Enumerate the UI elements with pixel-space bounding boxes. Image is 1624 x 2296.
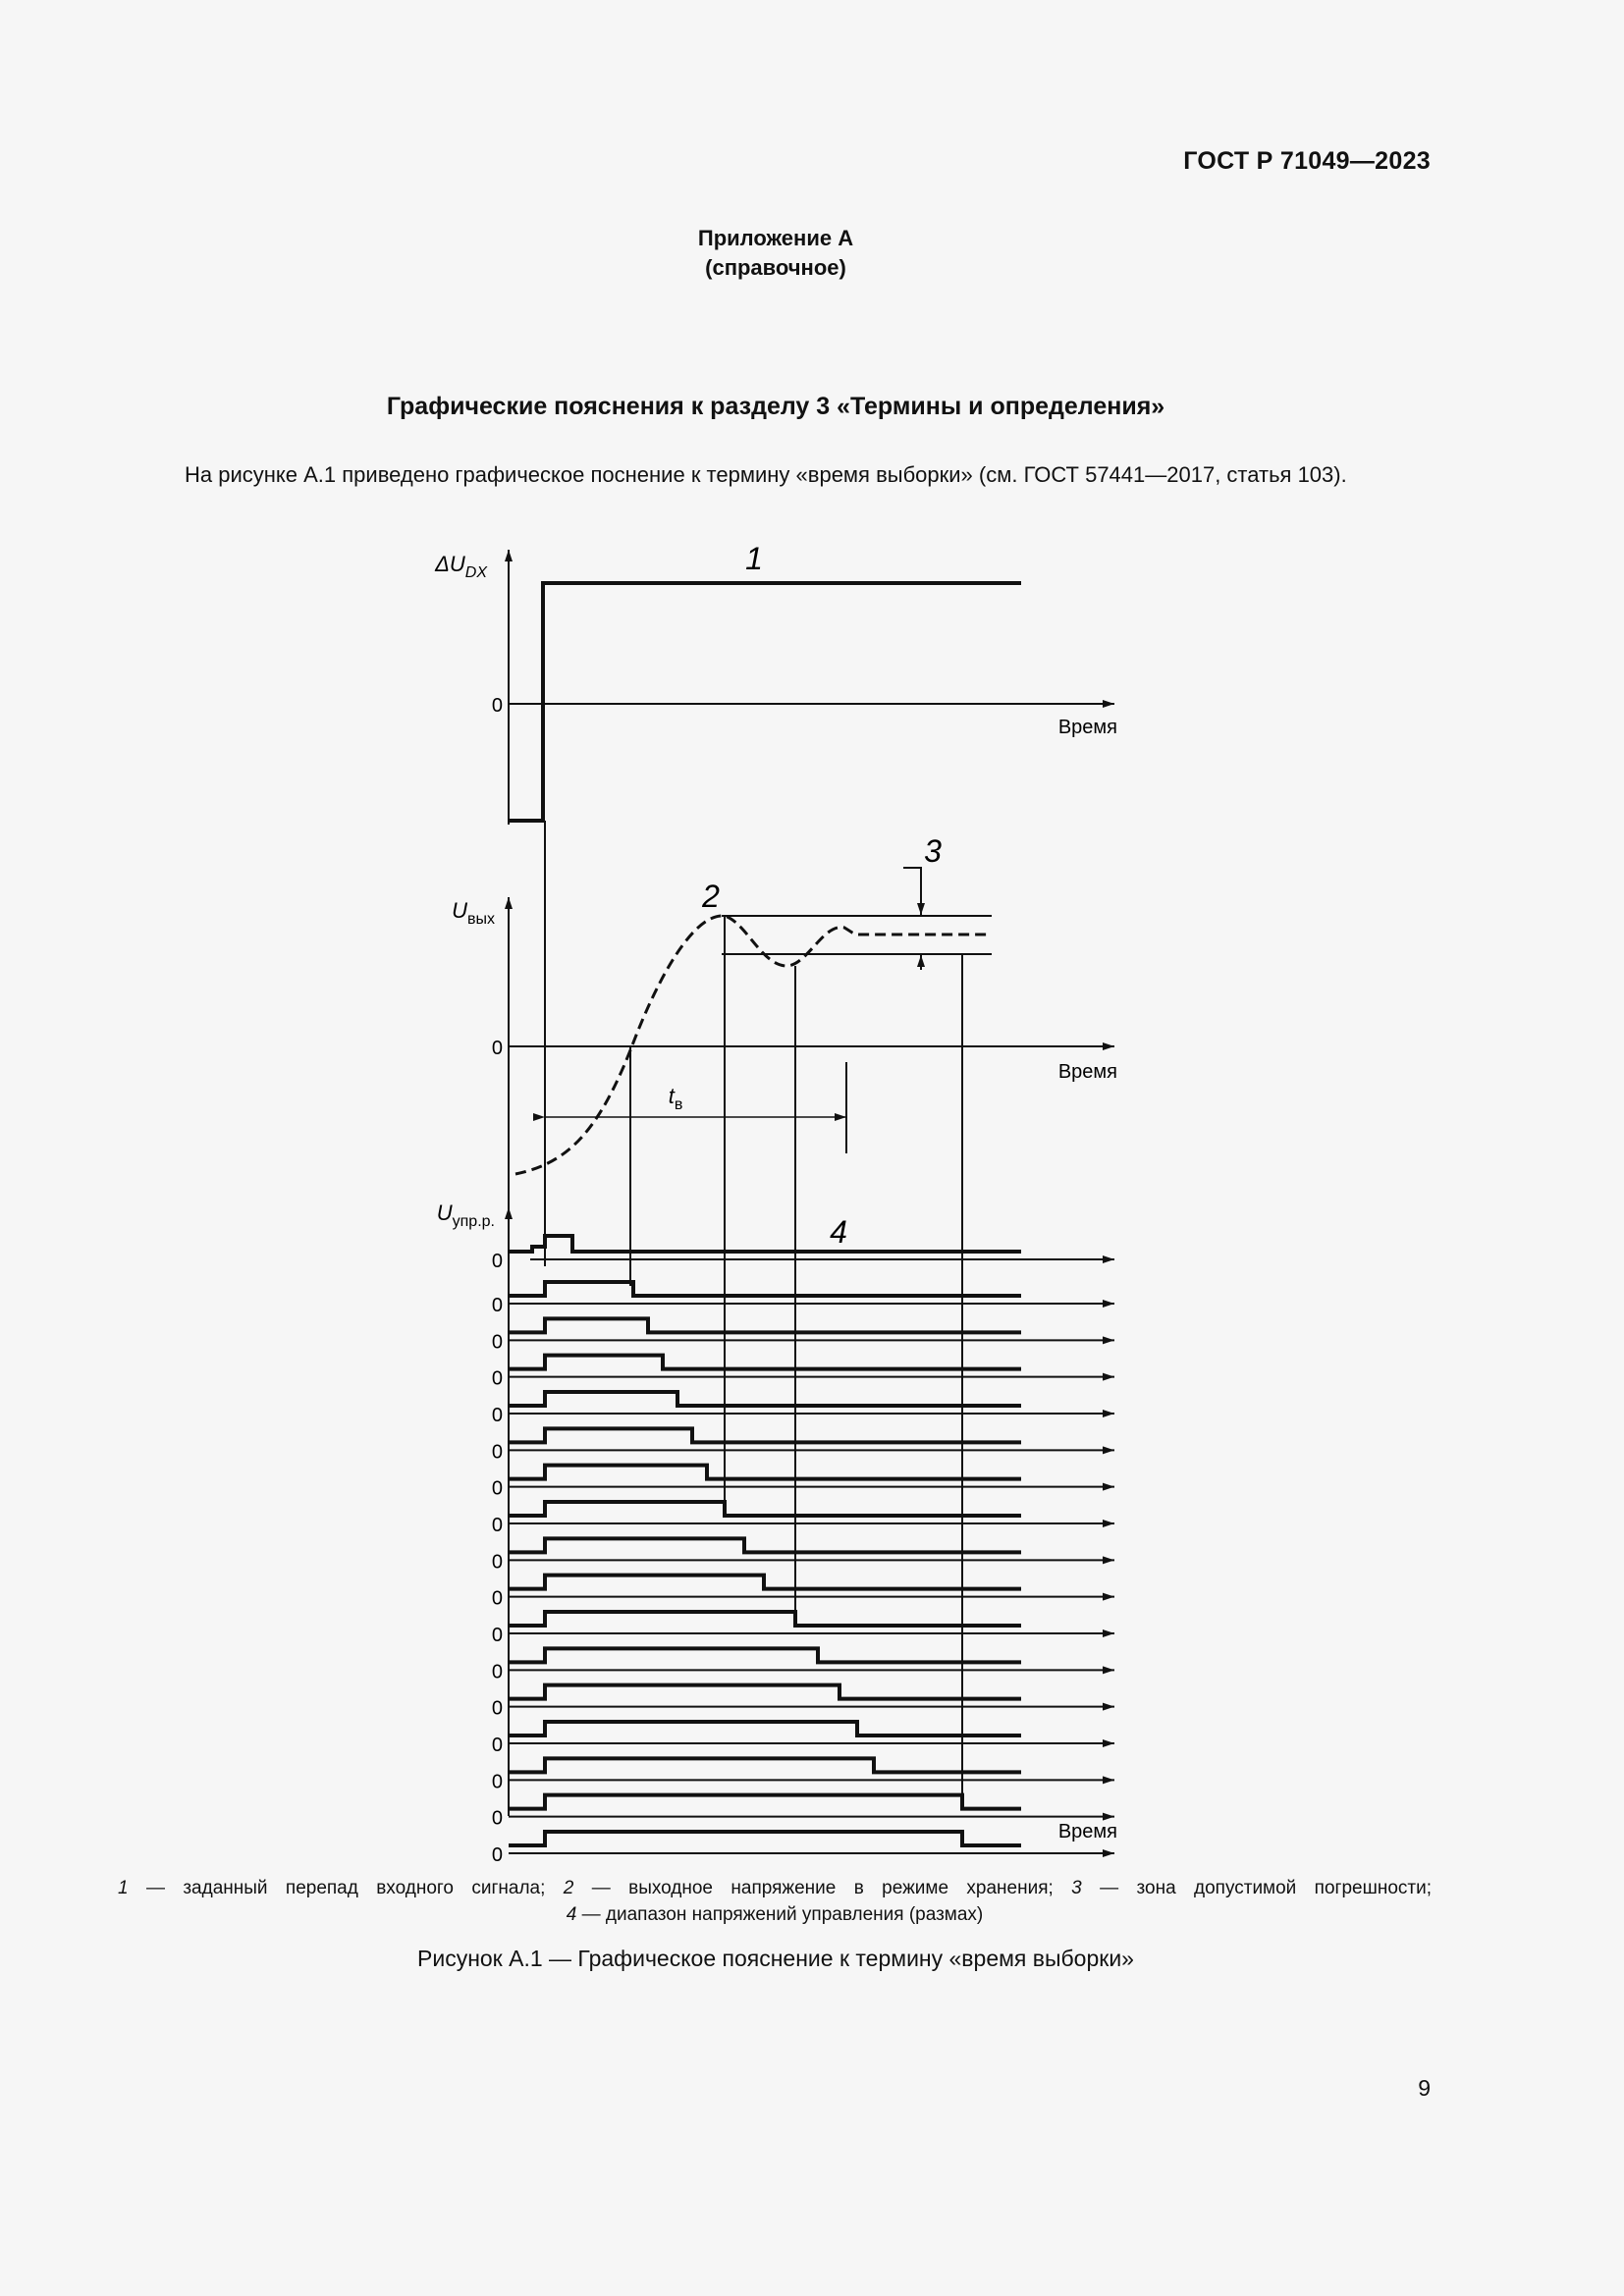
control-pulse-row-9 [509,1575,1021,1589]
legend-text-2: — выходное напряжение в режиме хранения; [573,1878,1072,1898]
control-pulse-top [509,1236,1021,1252]
control-zero-label-7: 0 [491,1514,503,1536]
input-panel [434,541,1117,825]
page-number: 9 [1418,2075,1431,2101]
legend-line-1 [118,1875,1432,1901]
input-step-signal [509,583,1021,821]
control-pulse-row-7 [509,1502,1021,1516]
callout-1: 1 [745,541,763,576]
control-zero-label-5: 0 [491,1441,503,1464]
legend-num-3: 3 [1071,1878,1082,1898]
control-pulse-row-16 [509,1832,1021,1845]
control-time-label: Время [1057,1821,1117,1842]
control-axis-label: $U_{упр.р.}$ [436,1201,495,1230]
control-zero-label-3: 0 [491,1367,503,1390]
section-title: Графические пояснения к разделу 3 «Термины и определения» [386,393,1165,420]
control-zero-label-9: 0 [491,1587,503,1610]
control-zero-label-8: 0 [491,1551,503,1574]
callout-2: 2 [702,879,720,914]
control-zero-label-4: 0 [491,1404,503,1426]
control-zero-label-1: 0 [491,1295,503,1316]
control-zero-label-15: 0 [491,1807,503,1830]
control-panel [437,821,1117,1865]
control-pulse-rows [492,1282,1114,1865]
control-zero-label-10: 0 [491,1624,503,1646]
timing-guide-lines [545,821,962,1798]
input-zero-label: 0 [491,695,503,717]
input-time-label: Время [1057,717,1117,738]
control-pulse-row-2 [509,1318,1021,1332]
control-zero-label-11: 0 [491,1661,503,1683]
appendix-title: Приложение А [697,226,854,250]
control-pulse-row-6 [509,1466,1021,1479]
control-pulse-row-12 [509,1685,1021,1699]
control-pulse-row-8 [509,1538,1021,1552]
legend-text-1: — заданный перепад входного сигнала; [128,1878,564,1898]
control-pulse-row-10 [509,1612,1021,1626]
output-axis-label: $U_{вых}$ [452,898,495,928]
tolerance-arrow-down [903,868,921,915]
output-zero-label: 0 [491,1038,503,1059]
legend-line-2 [118,1901,1432,1928]
figure-legend [118,1875,1432,1928]
control-zero-label-13: 0 [491,1734,503,1756]
control-zero-label-0: 0 [491,1251,503,1272]
document-id: ГОСТ Р 71049—2023 [1183,147,1431,175]
legend-text-4: — диапазон напряжений управления (размах) [576,1904,984,1925]
control-pulse-row-4 [509,1392,1021,1406]
figure-caption: Рисунок А.1 — Графическое пояснение к термину «время выборки» [417,1946,1134,1971]
control-pulse-row-13 [509,1722,1021,1735]
input-axis-label: $\Delta U_{DX}$ [435,552,487,581]
control-pulse-row-3 [509,1356,1021,1369]
control-pulse-row-15 [509,1795,1021,1809]
intro-paragraph: На рисунке А.1 приведено графическое поснение к термину «время выборки» (см. ГОСТ 57441—2017, статья 103). [185,462,1347,487]
appendix-subtitle: (справочное) [705,255,846,280]
control-pulse-row-5 [509,1428,1021,1442]
control-zero-label-2: 0 [491,1331,503,1354]
control-pulse-row-11 [509,1648,1021,1662]
figure-a1 [0,530,1624,1865]
control-zero-label-12: 0 [491,1697,503,1720]
appendix-heading [0,224,1551,283]
output-panel [452,833,1117,1207]
legend-num-1: 1 [118,1878,129,1898]
callout-4: 4 [830,1214,847,1250]
legend-text-3: — зона допустимой погрешности; [1081,1878,1432,1898]
legend-num-4: 4 [566,1904,577,1925]
control-zero-label-16: 0 [491,1843,503,1865]
output-time-label: Время [1057,1061,1117,1083]
control-zero-label-14: 0 [491,1771,503,1793]
sampling-time-label: $t_в$ [668,1084,683,1113]
callout-3: 3 [924,833,942,869]
control-zero-label-6: 0 [491,1477,503,1500]
control-pulse-row-14 [509,1758,1021,1772]
legend-num-2: 2 [563,1878,574,1898]
control-pulse-row-1 [509,1282,1021,1296]
